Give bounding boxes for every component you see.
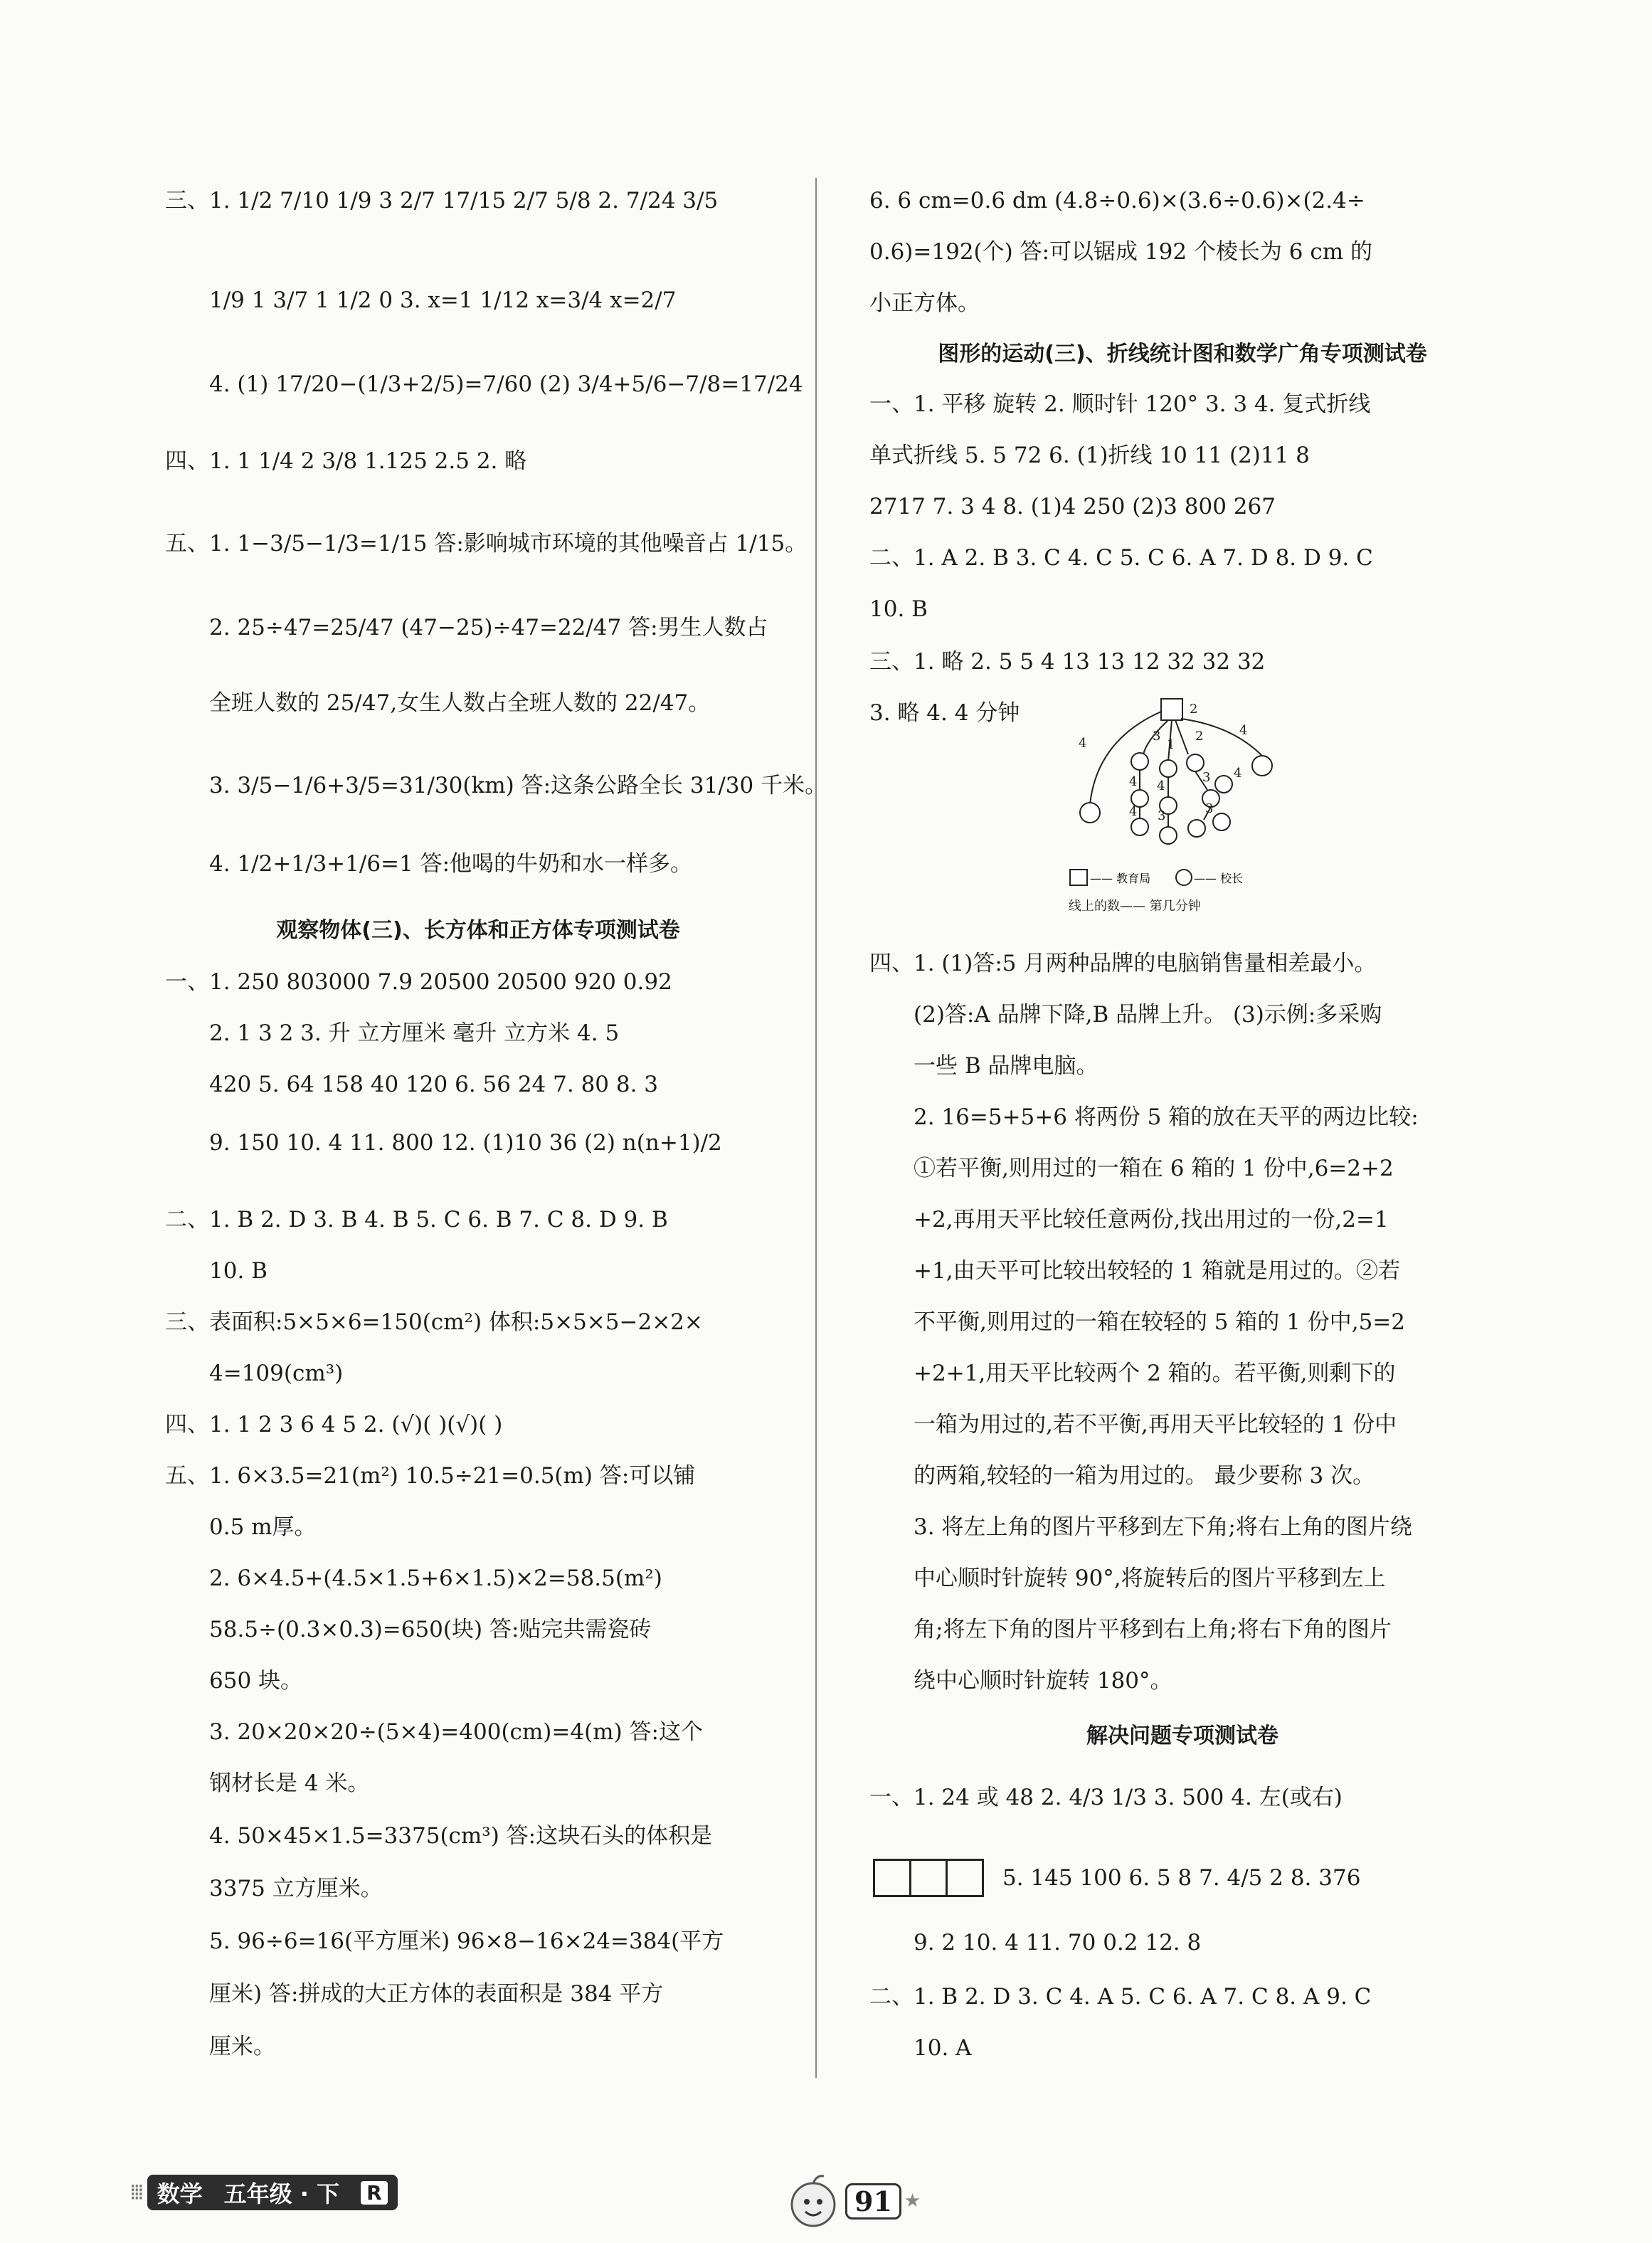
answer-line: 单式折线 5. 5 72 6. (1)折线 10 11 (2)11 8 <box>869 443 1310 468</box>
answer-line: 绕中心顺时针旋转 180°。 <box>914 1668 1172 1694</box>
answer-line: (2)答:A 品牌下降,B 品牌上升。 (3)示例:多采购 <box>914 1002 1382 1028</box>
svg-text:3: 3 <box>1205 801 1214 816</box>
star-icon: ★ <box>904 2190 921 2212</box>
svg-text:3: 3 <box>1153 729 1161 744</box>
answer-line: 四、1. (1)答:5 月两种品牌的电脑销售量相差最小。 <box>869 951 1377 976</box>
subject-label: 数学 <box>157 2180 203 2207</box>
answer-line: 4. (1) 17/20−(1/3+2/5)=7/60 (2) 3/4+5/6−7/8=17/24 <box>209 371 803 397</box>
dots-decoration: ⁞⁞⁞ <box>129 2180 142 2205</box>
answer-line: 3375 立方厘米。 <box>209 1876 383 1901</box>
edition-label: R <box>361 2181 388 2205</box>
page-number-area <box>781 2169 921 2233</box>
answer-text: 5. 145 100 6. 5 8 7. 4/5 2 8. 376 <box>1002 1864 1361 1891</box>
answer-line: 2. 16=5+5+6 将两份 5 箱的放在天平的两边比较: <box>914 1104 1419 1130</box>
svg-text:4: 4 <box>1129 774 1138 789</box>
answer-line: 一、1. 24 或 48 2. 4/3 1/3 3. 500 4. 左(或右) <box>869 1785 1343 1810</box>
answer-line: 的两箱,较轻的一箱为用过的。 最少要称 3 次。 <box>914 1463 1375 1489</box>
box-figure <box>875 1859 984 1897</box>
grade-label: 五年级 · 下 <box>223 2180 340 2207</box>
page-number: 91 <box>845 2183 901 2220</box>
answer-line: 1/9 1 3/7 1 1/2 0 3. x=1 1/12 x=3/4 x=2/7 <box>209 287 677 313</box>
svg-text:4: 4 <box>1234 766 1242 781</box>
svg-text:4: 4 <box>1239 723 1248 738</box>
section-title: 图形的运动(三)、折线统计图和数学广角专项测试卷 <box>938 342 1427 366</box>
apple-mascot-icon <box>781 2169 845 2233</box>
answer-line: 6. 6 cm=0.6 dm (4.8÷0.6)×(3.6÷0.6)×(2.4÷ <box>869 188 1365 213</box>
column-divider <box>815 178 817 2078</box>
answer-line: 厘米。 <box>209 2034 275 2059</box>
answer-line: 二、1. A 2. B 3. C 4. C 5. C 6. A 7. D 8. D 9. C <box>869 545 1373 571</box>
answer-line: 2. 6×4.5+(4.5×1.5+6×1.5)×2=58.5(m²) <box>209 1566 662 1591</box>
answer-line: 三、1. 1/2 7/10 1/9 3 2/7 17/15 2/7 5/8 2. 7/24 3/5 <box>165 188 719 213</box>
answer-line: ①若平衡,则用过的一箱在 6 箱的 1 份中,6=2+2 <box>914 1156 1394 1181</box>
section-title: 解决问题专项测试卷 <box>1086 1724 1278 1748</box>
answer-line: 钢材长是 4 米。 <box>209 1770 370 1796</box>
answer-line: 2. 1 3 2 3. 升 立方厘米 毫升 立方米 4. 5 <box>209 1020 620 1046</box>
answer-line: 一、1. 平移 旋转 2. 顺时针 120° 3. 3 4. 复式折线 <box>869 391 1371 417</box>
section-title: 观察物体(三)、长方体和正方体专项测试卷 <box>276 918 680 943</box>
answer-line: 二、1. B 2. D 3. C 4. A 5. C 6. A 7. C 8. A 9. C <box>869 1984 1372 2010</box>
answer-line: +2+1,用天平比较两个 2 箱的。若平衡,则剩下的 <box>914 1361 1396 1386</box>
answer-line: 0.6)=192(个) 答:可以锯成 192 个棱长为 6 cm 的 <box>869 239 1372 265</box>
tree-legend-principal: —— 校长 <box>1194 872 1244 885</box>
svg-text:1: 1 <box>1167 737 1175 752</box>
answer-line: 420 5. 64 158 40 120 6. 56 24 7. 80 8. 3 <box>209 1072 659 1097</box>
svg-text:2: 2 <box>1195 729 1204 744</box>
answer-line: 五、1. 1−3/5−1/3=1/15 答:影响城市环境的其他噪音占 1/15。 <box>165 531 808 556</box>
answer-line: 角;将左下角的图片平移到右上角;将右下角的图片 <box>914 1617 1392 1642</box>
tree-legend-office: —— 教育局 <box>1090 872 1151 885</box>
answer-line: 10. B <box>209 1258 268 1284</box>
answer-line: 全班人数的 25/47,女生人数占全班人数的 22/47。 <box>209 690 711 716</box>
answer-line: 4=109(cm³) <box>209 1361 344 1386</box>
tree-diagram <box>1069 697 1303 897</box>
svg-text:3: 3 <box>1202 770 1211 785</box>
answer-line: 一、1. 250 803000 7.9 20500 20500 920 0.92 <box>165 969 672 995</box>
svg-text:2: 2 <box>1190 702 1198 717</box>
answer-line: 二、1. B 2. D 3. B 4. B 5. C 6. B 7. C 8. D 9. B <box>165 1207 668 1233</box>
answer-line: 58.5÷(0.3×0.3)=650(块) 答:贴完共需瓷砖 <box>209 1617 652 1642</box>
footer-book-label <box>129 2172 398 2213</box>
answer-line: 厘米) 答:拼成的大正方体的表面积是 384 平方 <box>209 1981 664 2007</box>
svg-text:3: 3 <box>1158 808 1166 823</box>
answer-line: 5. 96÷6=16(平方厘米) 96×8−16×24=384(平方 <box>209 1928 724 1954</box>
tree-legend-line-number: 线上的数—— 第几分钟 <box>1069 899 1201 914</box>
answer-line: 10. B <box>869 596 928 622</box>
answer-line: +2,再用天平比较任意两份,找出用过的一份,2=1 <box>914 1207 1389 1233</box>
answer-line: 9. 2 10. 4 11. 70 0.2 12. 8 <box>914 1930 1202 1956</box>
answer-line: 9. 150 10. 4 11. 800 12. (1)10 36 (2) n(n+1)/2 <box>209 1130 722 1156</box>
answer-line: 中心顺时针旋转 90°,将旋转后的图片平移到左上 <box>914 1566 1386 1591</box>
svg-text:4: 4 <box>1079 736 1087 751</box>
answer-line: 四、1. 1 2 3 6 4 5 2. (√)( )(√)( ) <box>165 1412 503 1437</box>
answer-line: 650 块。 <box>209 1668 303 1694</box>
answer-line: 三、1. 略 2. 5 5 4 13 13 12 32 32 32 <box>869 649 1266 675</box>
answer-line: 2. 25÷47=25/47 (47−25)÷47=22/47 答:男生人数占 <box>209 615 768 640</box>
answer-line: 三、表面积:5×5×6=150(cm²) 体积:5×5×5−2×2× <box>165 1309 703 1335</box>
answer-line <box>875 1859 1360 1897</box>
answer-line: 五、1. 6×3.5=21(m²) 10.5÷21=0.5(m) 答:可以铺 <box>165 1463 696 1489</box>
answer-line: 不平衡,则用过的一箱在较轻的 5 箱的 1 份中,5=2 <box>914 1309 1405 1335</box>
answer-line: 10. A <box>914 2035 972 2061</box>
answer-line: 2717 7. 3 4 8. (1)4 250 (2)3 800 267 <box>869 494 1276 519</box>
answer-line: 4. 1/2+1/3+1/6=1 答:他喝的牛奶和水一样多。 <box>209 851 693 877</box>
answer-line: 4. 50×45×1.5=3375(cm³) 答:这块石头的体积是 <box>209 1823 713 1849</box>
answer-line: 3. 将左上角的图片平移到左下角;将右上角的图片绕 <box>914 1514 1412 1540</box>
answer-line: 一箱为用过的,若不平衡,再用天平比较轻的 1 份中 <box>914 1412 1397 1437</box>
answer-line: 3. 20×20×20÷(5×4)=400(cm)=4(m) 答:这个 <box>209 1719 703 1745</box>
answer-line: 一些 B 品牌电脑。 <box>914 1053 1098 1079</box>
answer-line: 3. 略 4. 4 分钟 <box>869 700 1020 726</box>
svg-text:4: 4 <box>1157 779 1165 793</box>
answer-line: 0.5 m厚。 <box>209 1514 317 1540</box>
answer-line: 小正方体。 <box>869 290 980 316</box>
answer-line: 3. 3/5−1/6+3/5=31/30(km) 答:这条公路全长 31/30 千米。 <box>209 773 827 798</box>
svg-text:4: 4 <box>1129 804 1138 819</box>
answer-line: +1,由天平可比较出较轻的 1 箱就是用过的。②若 <box>914 1258 1400 1284</box>
subject-badge <box>147 2175 398 2210</box>
answer-line: 四、1. 1 1/4 2 3/8 1.125 2.5 2. 略 <box>165 448 527 474</box>
